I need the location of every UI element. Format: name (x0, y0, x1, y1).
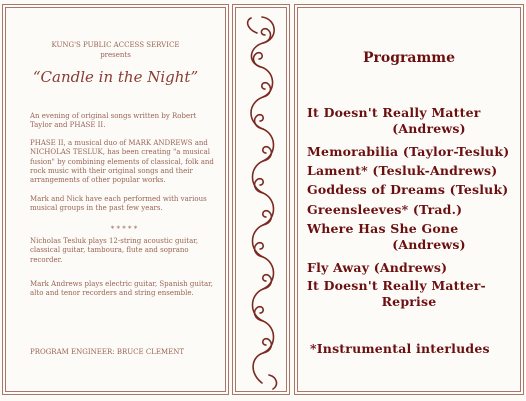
presents-line: presents (100, 51, 131, 59)
programme-line: (Andrews) (392, 237, 466, 252)
programme-line: Fly Away (Andrews) (307, 260, 448, 275)
paragraph-phase2: PHASE II, a musical duo of MARK ANDREWS and NICHOLAS TESLUK, has been creating "a musical fusion" by combining elements of classical, folk and rock music with their original songs and their arrangements of other popular works. (30, 139, 214, 185)
programme-line: Greensleeves* (Trad.) (307, 202, 463, 217)
paragraph-andrews: Mark Andrews plays electric guitar, Spanish guitar, alto and tenor recorders and string ensemble. (30, 280, 213, 298)
paragraph-performers: Mark and Nick have each performed with various musical groups in the past few years. (30, 195, 207, 213)
ornament-panel (232, 4, 290, 395)
concert-title: “Candle in the Night” (32, 68, 199, 86)
programme-line: Goddess of Dreams (Tesluk) (307, 182, 509, 197)
programme-line: Reprise (381, 294, 437, 309)
programme-line: It Doesn't Really Matter- (307, 278, 486, 293)
programme-line: Lament* (Tesluk-Andrews) (307, 163, 498, 178)
instrumental-footnote: *Instrumental interludes (310, 341, 490, 356)
programme-line: (Andrews) (392, 121, 466, 136)
divider-stars: * * * * * (110, 225, 138, 233)
programme-line: It Doesn't Really Matter (307, 105, 481, 120)
scroll-ornament-icon (233, 5, 291, 396)
paragraph-tesluk: Nicholas Tesluk plays 12-string acoustic guitar, classical guitar, tamboura, flute and soprano recorder. (30, 237, 199, 264)
programme-heading: Programme (362, 50, 455, 66)
programme-line: Where Has She Gone (307, 221, 459, 236)
presenter-line: KUNG'S PUBLIC ACCESS SERVICE (51, 41, 180, 49)
paragraph-intro: An evening of original songs written by Robert Taylor and PHASE II. (30, 112, 197, 130)
programme-line: Memorabilia (Taylor-Tesluk) (307, 144, 510, 159)
program-engineer: PROGRAM ENGINEER: BRUCE CLEMENT (30, 348, 185, 356)
